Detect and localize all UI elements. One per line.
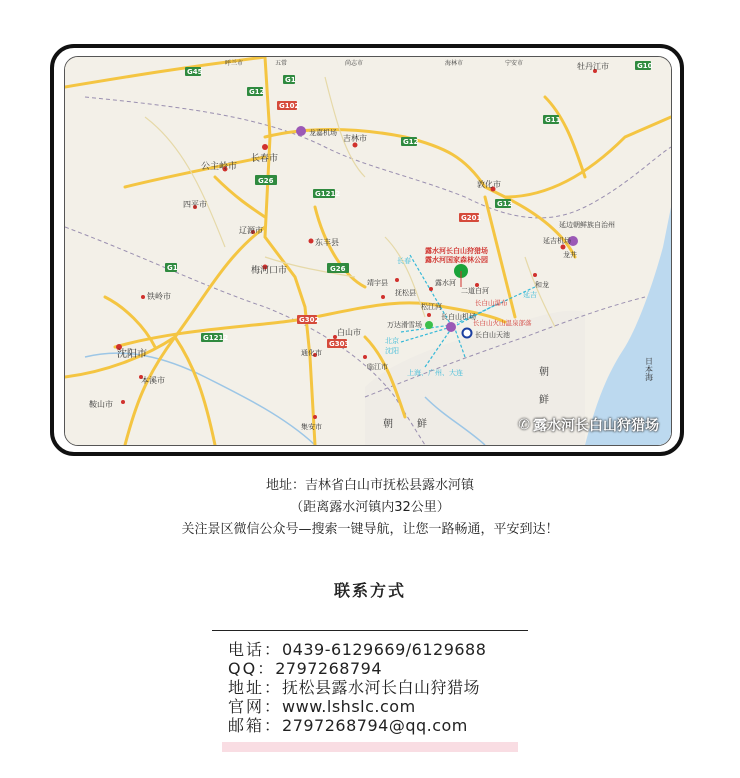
label-korea-1: 朝 bbox=[539, 367, 549, 378]
label-top-5: 宁安市 bbox=[505, 60, 524, 67]
label-route-shenyang: 沈阳 bbox=[385, 347, 399, 355]
label-korea-3: 朝 bbox=[383, 419, 393, 430]
label-tianchi: 长白山天池 bbox=[475, 331, 510, 339]
label-benxi: 本溪市 bbox=[141, 376, 165, 385]
label-meihekou: 梅河口市 bbox=[251, 266, 288, 276]
road-shield-g26: G26 bbox=[258, 177, 274, 185]
label-wanda-ski: 万达滑雪场 bbox=[387, 321, 422, 329]
ski-resort-icon bbox=[425, 321, 433, 329]
contact-website-link[interactable]: www.lshslc.com bbox=[282, 697, 416, 716]
label-changchun: 长春市 bbox=[251, 154, 279, 164]
road-shield-g26-b: G26 bbox=[330, 265, 346, 273]
label-changbaishan-hot-spring: 长白山火山温泉部落 bbox=[473, 319, 532, 327]
contact-list bbox=[228, 640, 486, 735]
label-tieling: 铁岭市 bbox=[147, 292, 171, 301]
label-yanbian: 延边朝鲜族自治州 bbox=[559, 221, 615, 229]
contact-address-value: 抚松县露水河长白山狩猎场 bbox=[282, 678, 481, 697]
decorative-bar bbox=[222, 742, 518, 752]
label-shenyang: 沈阳市 bbox=[117, 349, 147, 360]
label-sea-group bbox=[645, 357, 654, 381]
label-longjia-airport: 龙嘉机场 bbox=[309, 129, 337, 137]
label-jian: 集安市 bbox=[301, 423, 322, 431]
label-lushuihe: 露水河 bbox=[435, 279, 456, 287]
label-helong: 和龙 bbox=[535, 281, 549, 289]
tianchi-icon bbox=[463, 329, 472, 338]
contact-website-label: 官网： bbox=[228, 697, 283, 716]
contact-email-label: 邮箱： bbox=[228, 716, 283, 735]
contact-email bbox=[228, 716, 486, 735]
label-erdaobaihe: 二道白河 bbox=[461, 287, 489, 295]
label-yanji-airport: 延吉机场 bbox=[543, 237, 571, 245]
label-top-2: 五常 bbox=[275, 60, 288, 67]
label-linjiang: 临江市 bbox=[367, 363, 388, 371]
label-route-changchun: 长春 bbox=[397, 257, 411, 265]
airport-icon bbox=[296, 126, 306, 136]
road-shield-g1212: G1212 bbox=[315, 190, 341, 198]
road-shield-g201: G201 bbox=[461, 214, 482, 222]
label-route-yanji: 延吉 bbox=[523, 291, 537, 299]
address-line-3: 关注景区微信公众号—搜索一键导航，让您一路畅通，平安到达！ bbox=[181, 522, 559, 537]
label-changbaishan-airport: 长白山机场 bbox=[441, 313, 476, 321]
road-shield-g12-c: G12 bbox=[403, 138, 419, 146]
label-anshan: 鞍山市 bbox=[89, 400, 113, 409]
route-map bbox=[64, 56, 672, 446]
road-shield-g45: G45 bbox=[187, 68, 203, 76]
contact-phone-value: 0439-6129669/6129688 bbox=[282, 640, 487, 659]
road-shield-g303: G303 bbox=[329, 340, 350, 348]
label-fusong: 抚松县 bbox=[395, 289, 416, 297]
label-top-3: 尚志市 bbox=[345, 60, 364, 67]
divider bbox=[212, 630, 528, 631]
contact-qq-value: 2797268794 bbox=[275, 659, 382, 678]
road-shield-g302: G302 bbox=[299, 316, 320, 324]
contact-qq bbox=[228, 659, 486, 678]
label-top-1: 呼兰市 bbox=[225, 60, 244, 67]
label-route-beijing: 北京 bbox=[385, 337, 399, 345]
road-shield-g1: G1 bbox=[285, 76, 296, 84]
watermark-text: 露水河长白山狩猎场 bbox=[533, 418, 659, 434]
label-tonghua: 通化市 bbox=[301, 349, 322, 357]
label-songjianghe: 松江河 bbox=[421, 303, 442, 311]
road-shield-g1-b: G1 bbox=[167, 264, 178, 272]
label-baishan: 白山市 bbox=[337, 328, 361, 337]
contact-address bbox=[228, 678, 486, 697]
road-shield-g102: G102 bbox=[279, 102, 300, 110]
contact-qq-label: QQ： bbox=[228, 659, 276, 678]
label-jingyu: 靖宇县 bbox=[367, 279, 388, 287]
label-gongzhuling: 公主岭市 bbox=[201, 162, 238, 172]
label-changbaishan-waterfall: 长白山瀑布 bbox=[475, 299, 508, 307]
label-mudanjiang: 牡丹江市 bbox=[577, 62, 609, 71]
road-shield-g11: G11 bbox=[545, 116, 561, 124]
label-hunting-ground: 露水河长白山狩猎场 bbox=[425, 247, 488, 255]
label-route-south: 上海、广州、大连 bbox=[407, 369, 463, 377]
label-jilin: 吉林市 bbox=[343, 134, 367, 143]
contact-website bbox=[228, 697, 486, 716]
airport-icon bbox=[446, 322, 456, 332]
road-shield-g12: G12 bbox=[249, 88, 265, 96]
contact-address-label: 地址： bbox=[228, 678, 283, 697]
label-sea-of-japan: 日本海 bbox=[644, 357, 654, 381]
contact-email-link[interactable]: 2797268794@qq.com bbox=[282, 716, 468, 735]
watermark bbox=[518, 415, 659, 435]
address-line-1: 地址：吉林省白山市抚松县露水河镇 bbox=[265, 478, 474, 493]
wechat-icon: ✆ bbox=[518, 417, 530, 433]
label-dongfeng: 东丰县 bbox=[315, 238, 339, 247]
label-longjing: 龙井 bbox=[563, 251, 577, 259]
label-liaoyuan: 辽源市 bbox=[239, 226, 263, 235]
contact-phone-label: 电话： bbox=[228, 640, 283, 659]
label-forest-park: 露水河国家森林公园 bbox=[425, 256, 488, 264]
label-korea-4: 鲜 bbox=[417, 419, 427, 430]
label-siping: 四平市 bbox=[183, 200, 207, 209]
map-frame bbox=[50, 44, 684, 456]
contact-title: 联系方式 bbox=[333, 581, 406, 600]
road-shield-g10: G10 bbox=[637, 62, 653, 70]
road-shield-g12-b: G12 bbox=[497, 200, 513, 208]
label-dunhua: 敦化市 bbox=[477, 180, 501, 189]
address-line-2: （距离露水河镇内32公里） bbox=[290, 500, 450, 515]
label-korea-2: 鲜 bbox=[539, 395, 549, 406]
map-svg bbox=[65, 57, 671, 445]
contact-phone bbox=[228, 640, 486, 659]
road-shield-g1212-b: G1212 bbox=[203, 334, 229, 342]
label-top-4: 海林市 bbox=[445, 60, 464, 67]
